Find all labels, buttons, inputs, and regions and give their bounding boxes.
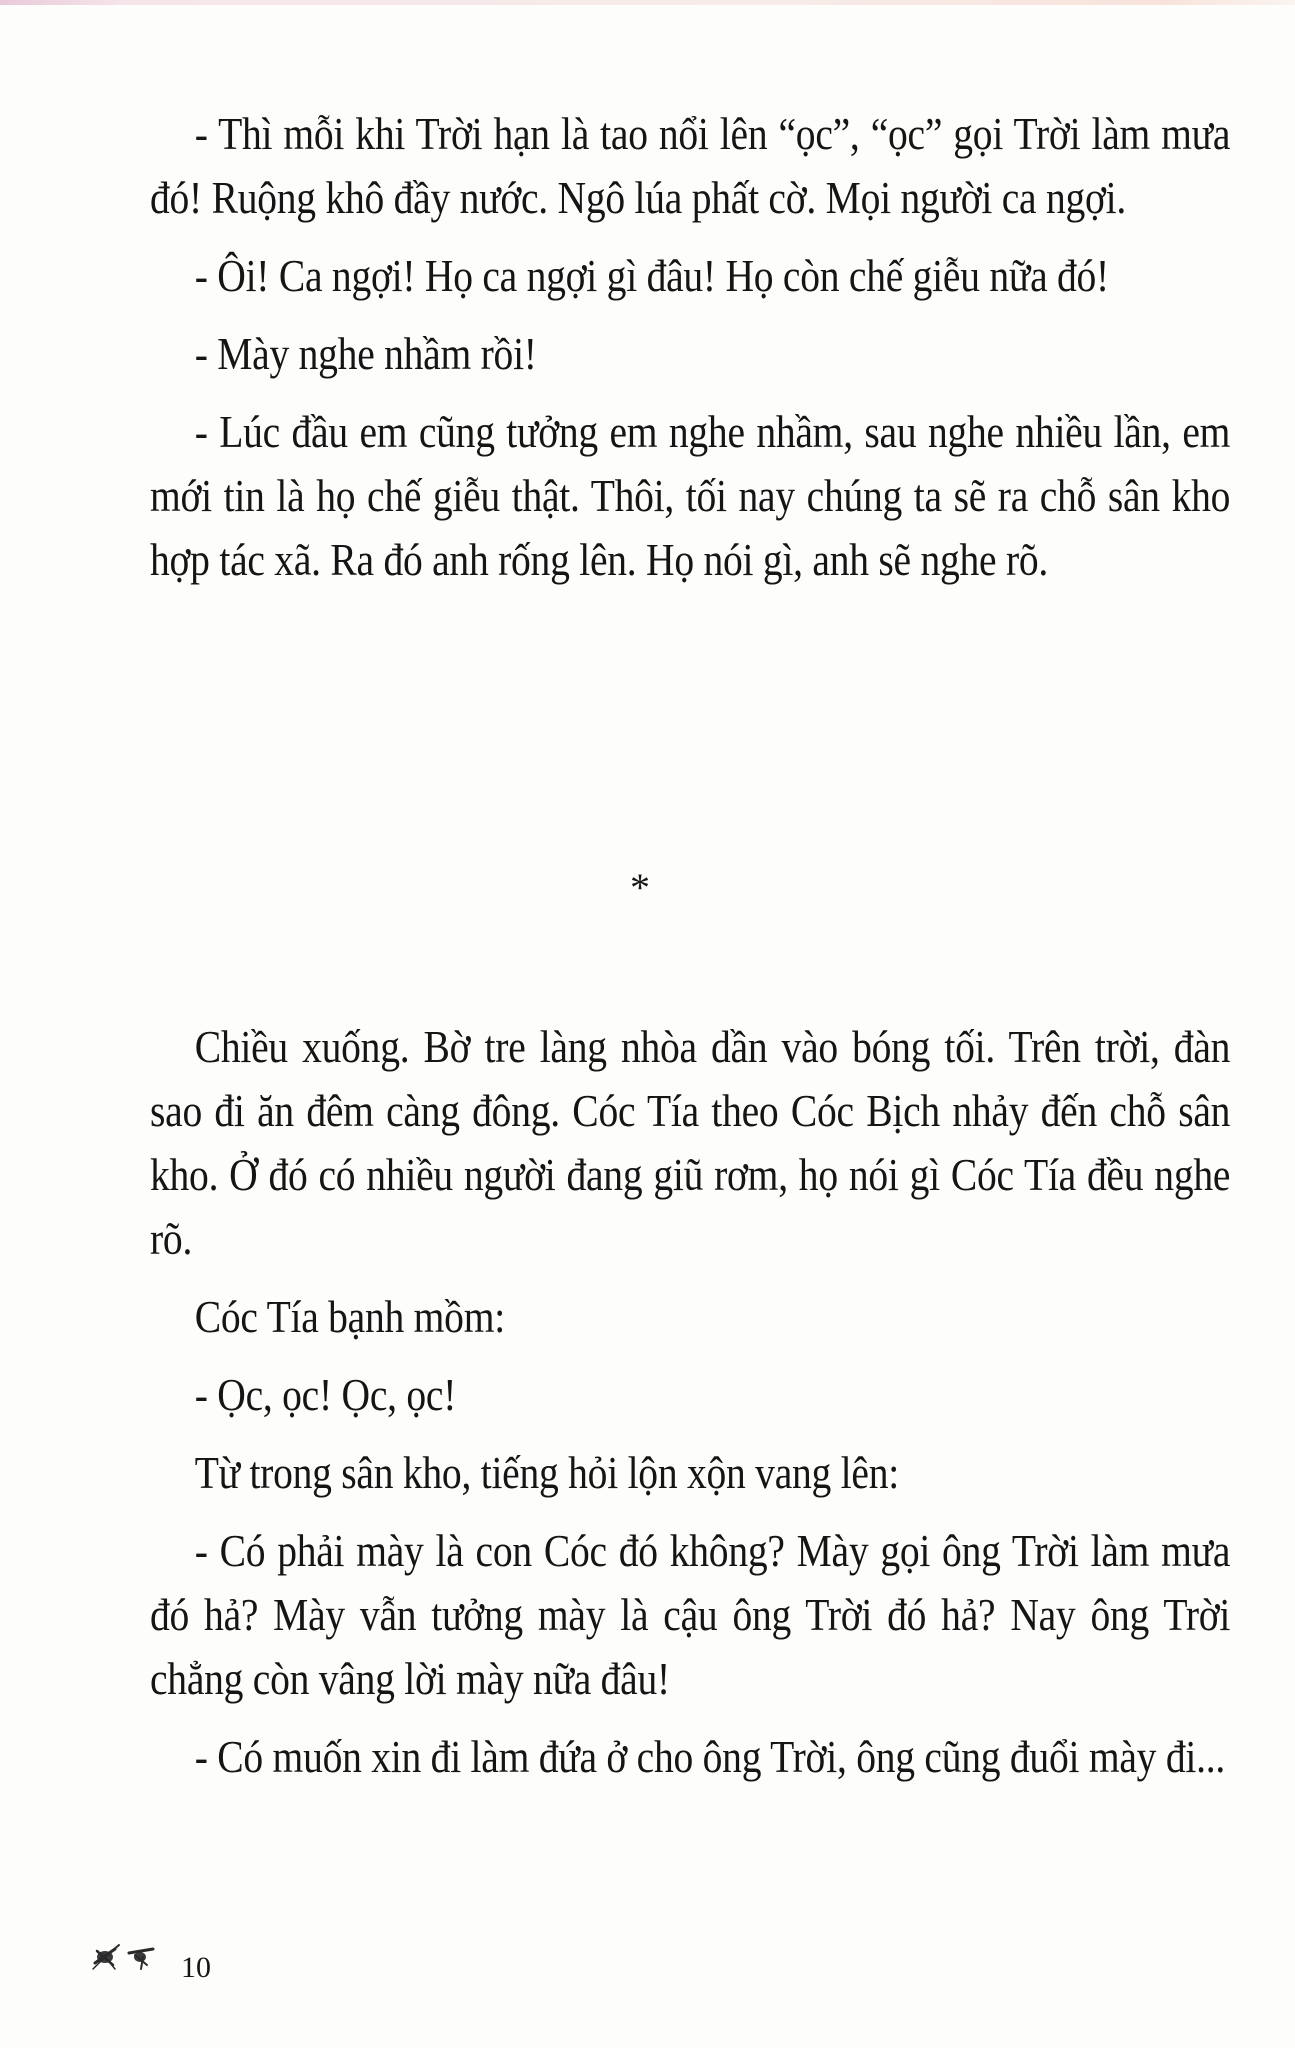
paragraph: - Thì mỗi khi Trời hạn là tao nổi lên “ọc”, “ọc” gọi Trời làm mưa đó! Ruộng khô đầy nước. Ngô lúa phất cờ. Mọi người ca ngợi. [150,108,1231,223]
paragraph: Từ trong sân kho, tiếng hỏi lộn xộn vang lên: [194,1447,899,1498]
paragraph: Cóc Tía bạnh mồm: [194,1291,505,1342]
paragraph: - Ọc, ọc! Ọc, ọc! [194,1369,457,1420]
paragraph: - Ôi! Ca ngợi! Họ ca ngợi gì đâu! Họ còn chế giễu nữa đó! [194,250,1109,301]
text-block-after-break [150,1015,1230,1789]
paragraph: - Lúc đầu em cũng tưởng em nghe nhầm, sau nghe nhiều lần, em mới tin là họ chế giễu thật. Thôi, tối nay chúng ta sẽ ra chỗ sân kho hợp tác xã. Ra đó anh rống lên. Họ nói gì, anh sẽ nghe rõ. [150,406,1231,585]
page-number: 10 [181,1951,211,1984]
insect-icon [85,1935,165,1975]
paragraph: - Mày nghe nhầm rồi! [194,328,537,379]
paragraph: - Có phải mày là con Cóc đó không? Mày gọi ông Trời làm mưa đó hả? Mày vẫn tưởng mày là cậu ông Trời đó hả? Nay ông Trời chẳng còn vâng lời mày nữa đâu! [150,1525,1231,1704]
section-break-asterisk: * [630,865,650,910]
paragraph: Chiều xuống. Bờ tre làng nhòa dần vào bóng tối. Trên trời, đàn sao đi ăn đêm càng đông. Cóc Tía theo Cóc Bịch nhảy đến chỗ sân kho. Ở đó có nhiều người đang giũ rơm, họ nói gì Cóc Tía đều nghe rõ. [150,1021,1231,1264]
text-block-before-break [150,102,1230,592]
paragraph: - Có muốn xin đi làm đứa ở cho ông Trời, ông cũng đuổi mày đi... [194,1731,1225,1782]
page-footer [85,1935,211,1984]
